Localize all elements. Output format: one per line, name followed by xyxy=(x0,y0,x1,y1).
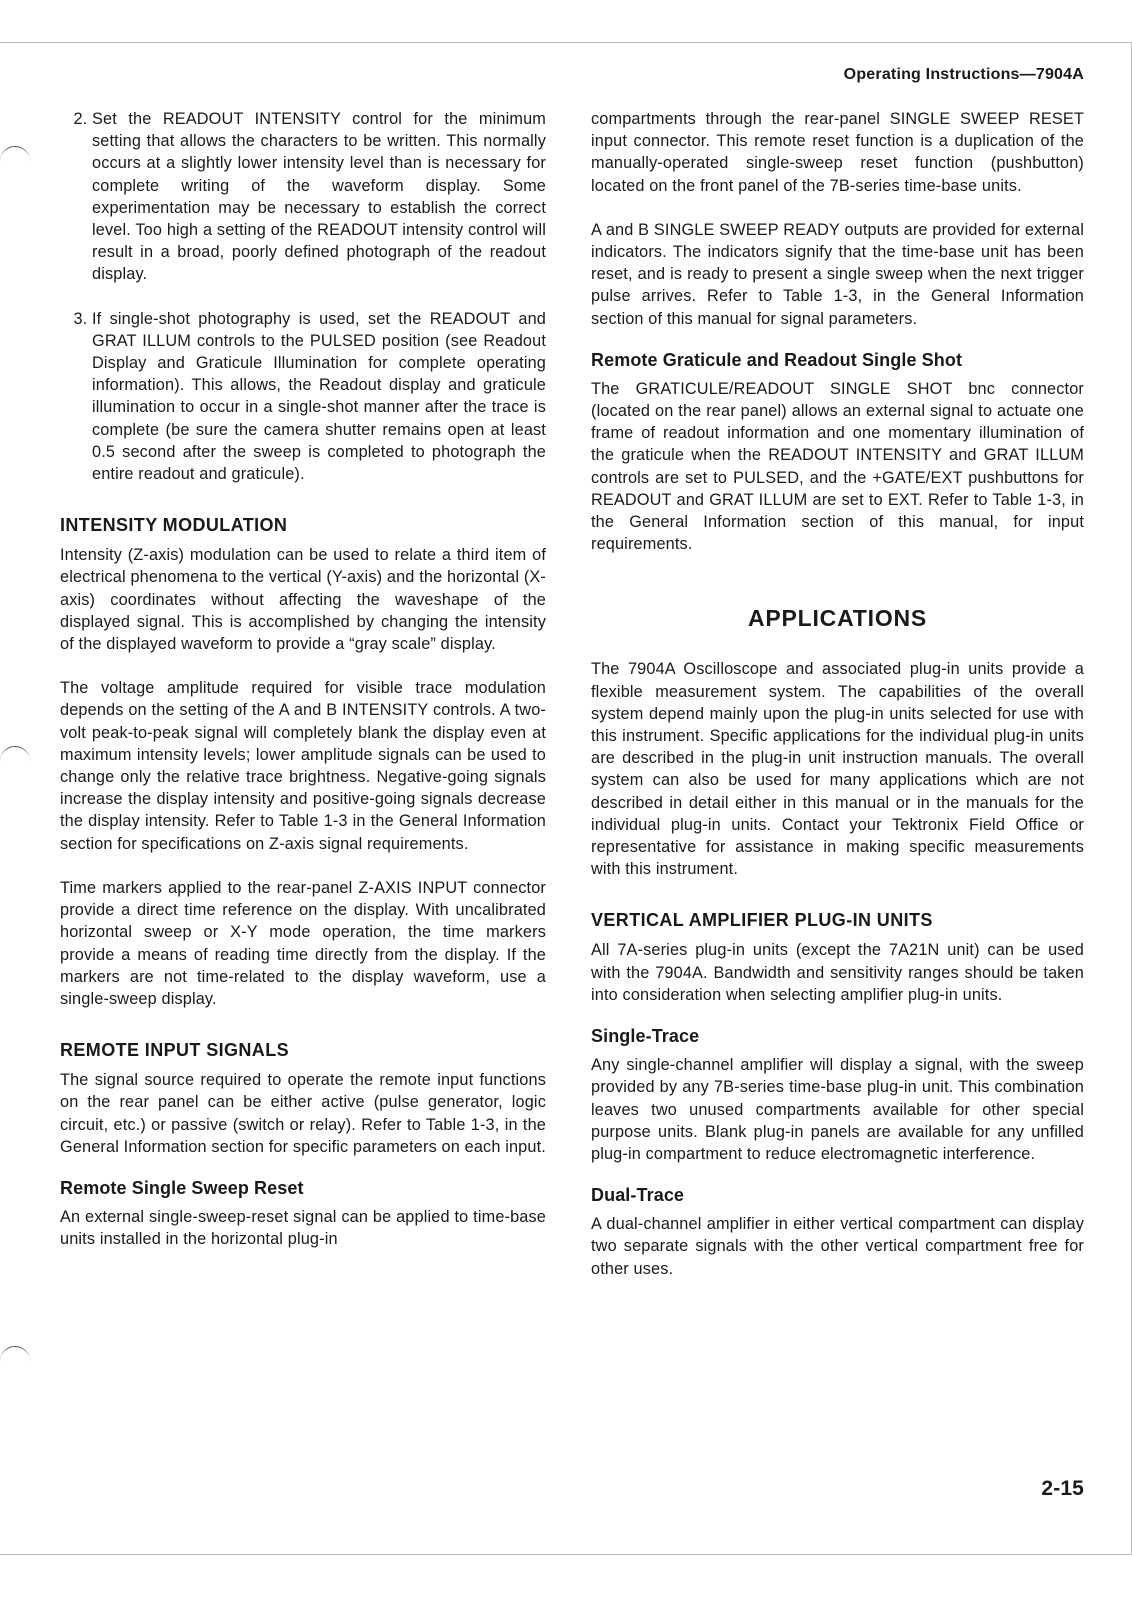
left-column xyxy=(60,108,546,1250)
section-heading-remote-input-signals: REMOTE INPUT SIGNALS xyxy=(60,1040,290,1061)
page-frame-bottom-rule xyxy=(0,1554,1132,1555)
subheading-single-trace: Single-Trace xyxy=(591,1026,700,1047)
binding-hole-mark xyxy=(0,746,30,761)
paragraph: An external single-sweep-reset signal can be applied to time-base units installed in the horizontal plug-in xyxy=(60,1207,546,1249)
procedure-step: 2. Set the READOUT INTENSITY control for the minimum setting that allows the characters to be written. This normally occurs at a slightly lower intensity level than is necessary for complete writing of the waveform display. Some experimentation may be necessary to establish the correct level. Too high a setting of the READOUT intensity control will result in a broad, poorly defined photograph of the readout display. xyxy=(92,108,546,286)
binding-hole-mark xyxy=(0,146,30,161)
paragraph: compartments through the rear-panel SINGLE SWEEP RESET input connector. This remote reset function is a duplication of the manually-operated single-sweep reset function (pushbutton) located on the front panel of the 7B-series time-base units. xyxy=(591,110,1084,195)
page-frame-top-rule xyxy=(0,42,1132,43)
paragraph: The 7904A Oscilloscope and associated plug-in units provide a flexible measurement system. The capabilities of the overall system depend mainly upon the plug-in units selected for use with this instrument. Specific applications for the individual plug-in units are described in the plug-in unit instruction manuals. The overall system can also be used for many applications which are not described in detail either in this manual or in the manuals for the individual plug-in units. Contact your Tektronix Field Office or representative for assistance in making specific measurements with this instrument. xyxy=(591,660,1084,879)
paragraph: A and B SINGLE SWEEP READY outputs are provided for external indicators. The indicators signify that the time-base unit has been reset, and is ready to present a single sweep when the next trigger pulse arrives. Refer to Table 1-3, in the General Information section of this manual for signal parameters. xyxy=(591,220,1084,328)
procedure-step: 3. If single-shot photography is used, set the READOUT and GRAT ILLUM controls to the PULSED position (see Readout Display and Graticule Illumination for complete operating information). This allows, the Readout display and graticule illumination to occur in a single-shot manner after the trace is complete (be sure the camera shutter remains open at least 0.5 second after the sweep is completed to photograph the entire readout and graticule). xyxy=(92,308,546,486)
procedure-steps xyxy=(60,108,546,485)
paragraph: All 7A-series plug-in units (except the 7A21N unit) can be used with the 7904A. Bandwidth and sensitivity ranges should be taken into consideration when selecting amplifier plug-in units. xyxy=(591,941,1084,1004)
paragraph: The voltage amplitude required for visible trace modulation depends on the setting of the A and B INTENSITY controls. A two-volt peak-to-peak signal will completely blank the display even at maximum intensity levels; lower amplitude signals can be used to change only the relative trace brightness. Negative-going signals increase the display intensity and positive-going signals decrease the display intensity. Refer to Table 1-3 in the General Information section for specifications on Z-axis signal requirements. xyxy=(60,679,546,853)
paragraph: A dual-channel amplifier in either vertical compartment can display two separate signals with the other vertical compartment free for other uses. xyxy=(591,1215,1084,1278)
paragraph: Any single-channel amplifier will display a signal, with the sweep provided by any 7B-series time-base plug-in unit. This combination leaves two unused compartments available for other special purpose units. Blank plug-in panels are available for any unfilled plug-in compartment to reduce electromagnetic interference. xyxy=(591,1056,1084,1163)
page-number: 2-15 xyxy=(1041,1477,1084,1500)
subheading-remote-graticule-readout: Remote Graticule and Readout Single Shot xyxy=(591,349,963,370)
right-column xyxy=(591,108,1084,1280)
running-head: Operating Instructions—7904A xyxy=(843,66,1084,83)
section-title-applications: APPLICATIONS xyxy=(747,605,928,632)
subheading-remote-single-sweep-reset: Remote Single Sweep Reset xyxy=(60,1177,304,1198)
section-heading-intensity-modulation: INTENSITY MODULATION xyxy=(60,515,288,536)
paragraph: The GRATICULE/READOUT SINGLE SHOT bnc connector (located on the rear panel) allows an external signal to actuate one frame of readout information and one momentary illumination of the graticule when the READOUT INTENSITY and GRAT ILLUM controls are set to PULSED, and the +GATE/EXT pushbuttons for READOUT and GRAT ILLUM are set to EXT. Refer to Table 1-3, in the General Information section of this manual, for input requirements. xyxy=(591,379,1084,554)
paragraph: The signal source required to operate the remote input functions on the rear panel can be either active (pulse generator, logic circuit, etc.) or passive (switch or relay). Refer to Table 1-3, in the General Information section for specific parameters on each input. xyxy=(60,1071,546,1156)
paragraph: Time markers applied to the rear-panel Z-AXIS INPUT connector provide a direct time reference on the display. With uncalibrated horizontal sweep or X-Y mode operation, the time markers provide a means of reading time directly from the display. If the markers are not time-related to the display waveform, use a single-sweep display. xyxy=(60,878,546,1008)
section-heading-vertical-amplifier: VERTICAL AMPLIFIER PLUG-IN UNITS xyxy=(591,910,933,931)
binding-hole-mark xyxy=(0,1346,30,1361)
paragraph: Intensity (Z-axis) modulation can be used to relate a third item of electrical phenomena to the vertical (Y-axis) and the horizontal (X-axis) coordinates without affecting the waveshape of the displayed signal. This is accomplished by changing the intensity of the displayed waveform to provide a “gray scale” display. xyxy=(60,546,546,654)
subheading-dual-trace: Dual-Trace xyxy=(591,1185,685,1206)
